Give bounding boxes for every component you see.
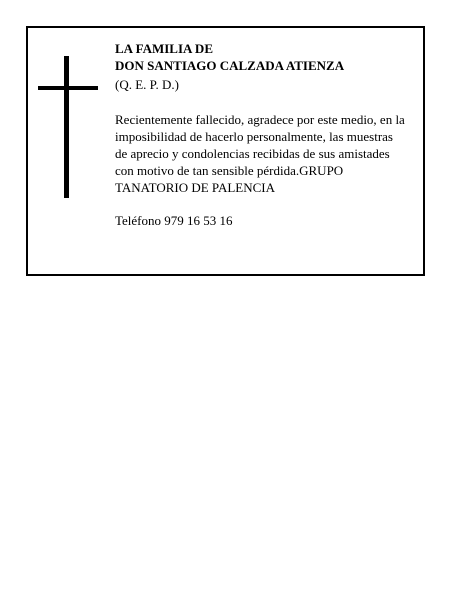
notice-text-block: [115, 40, 421, 229]
notice-phone: Teléfono 979 16 53 16: [115, 213, 233, 228]
cross-vertical-bar: [64, 56, 69, 198]
obituary-notice-card: [26, 26, 425, 276]
latin-cross-icon: [38, 56, 98, 198]
notice-qepd: (Q. E. P. D.): [115, 77, 179, 92]
notice-message-line: de aprecio y condolencias recibidas de sus amistades: [115, 146, 390, 161]
notice-heading-family: LA FAMILIA DE: [115, 41, 213, 56]
notice-message: [115, 111, 421, 196]
notice-message-line: TANATORIO DE PALENCIA: [115, 180, 276, 195]
notice-heading-deceased-name: DON SANTIAGO CALZADA ATIENZA: [115, 58, 345, 73]
notice-message-line: imposibilidad de hacerlo personalmente, las muestras: [115, 129, 393, 144]
notice-message-line: con motivo de tan sensible pérdida.GRUPO: [115, 163, 344, 178]
cross-horizontal-bar: [38, 86, 98, 90]
notice-message-line: Recientemente fallecido, agradece por este medio, en la: [115, 112, 405, 127]
